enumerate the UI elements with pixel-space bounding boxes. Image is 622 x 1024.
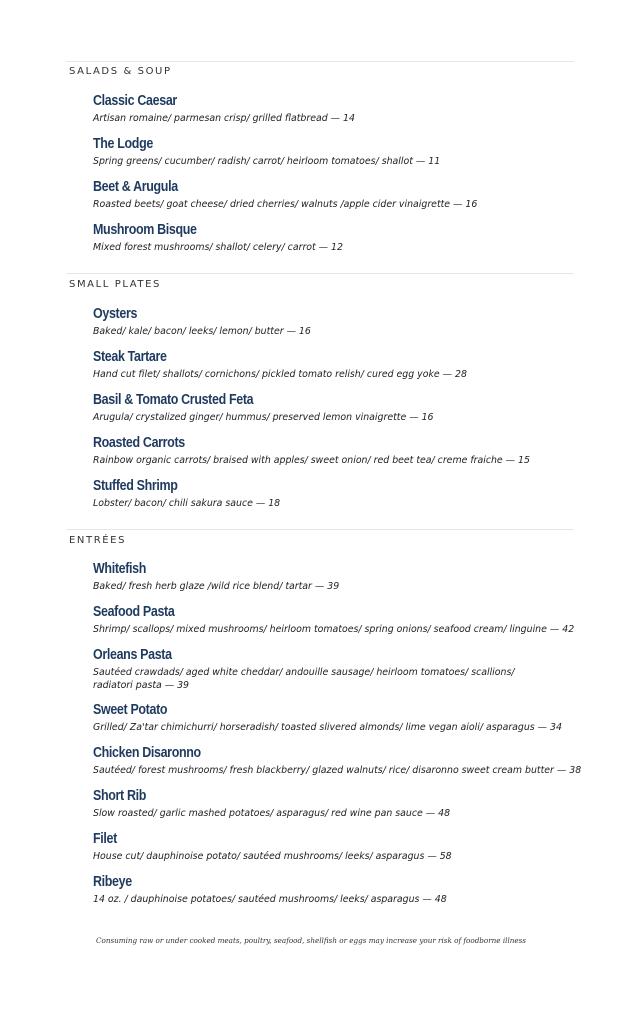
item-description: Roasted beets/ goat cheese/ dried cherries/ walnuts /apple cider vinaigrette — 16 [93, 199, 478, 210]
divider [66, 529, 574, 530]
menu-item [93, 831, 563, 863]
item-description: Artisan romaine/ parmesan crisp/ grilled flatbread — 14 [93, 113, 355, 124]
item-name: Oysters [93, 306, 138, 322]
item-name: Roasted Carrots [93, 435, 185, 451]
menu-item [93, 702, 563, 734]
item-name: Mushroom Bisque [93, 222, 197, 238]
menu-item [93, 136, 563, 168]
item-name: Chicken Disaronno [93, 745, 201, 761]
menu-item [93, 745, 582, 777]
menu-item [93, 647, 563, 692]
item-name: Ribeye [93, 874, 132, 890]
item-description: 14 oz. / dauphinoise potatoes/ sautéed mushrooms/ leeks/ asparagus — 48 [93, 894, 447, 905]
item-description: Shrimp/ scallops/ mixed mushrooms/ heirloom tomatoes/ spring onions/ seafood cream/ linguine — 42 [93, 624, 575, 635]
item-name: Stuffed Shrimp [93, 478, 178, 494]
item-description: Arugula/ crystalized ginger/ hummus/ preserved lemon vinaigrette — 16 [93, 412, 434, 423]
menu-item [93, 604, 575, 636]
item-name: Orleans Pasta [93, 647, 172, 663]
divider [66, 273, 574, 274]
menu-item [93, 93, 563, 125]
item-name: Sweet Potato [93, 702, 168, 718]
menu-item [93, 561, 563, 593]
item-name: Steak Tartare [93, 349, 167, 365]
item-name: Seafood Pasta [93, 604, 175, 620]
item-description: House cut/ dauphinoise potato/ sautéed mushrooms/ leeks/ asparagus — 58 [93, 851, 452, 862]
item-name: Classic Caesar [93, 93, 177, 109]
menu-item [93, 478, 563, 510]
menu-item [93, 179, 563, 211]
section-title: ENTRÉES [69, 535, 127, 546]
item-description: Lobster/ bacon/ chili sakura sauce — 18 [93, 498, 281, 509]
item-name: Basil & Tomato Crusted Feta [93, 392, 254, 408]
menu-item [93, 392, 563, 424]
item-name: Short Rib [93, 788, 147, 804]
item-description: Sautéed crawdads/ aged white cheddar/ andouille sausage/ heirloom tomatoes/ scallions/ radiatori pasta — 39 [93, 667, 515, 691]
item-name: Filet [93, 831, 117, 847]
item-description: Baked/ kale/ bacon/ leeks/ lemon/ butter — 16 [93, 326, 311, 337]
menu-item [93, 222, 563, 254]
item-description: Rainbow organic carrots/ braised with apples/ sweet onion/ red beet tea/ creme fraiche — 15 [93, 455, 530, 466]
item-description: Hand cut filet/ shallots/ cornichons/ pickled tomato relish/ cured egg yoke — 28 [93, 369, 467, 380]
item-description: Sautéed/ forest mushrooms/ fresh blackberry/ glazed walnuts/ rice/ disaronno sweet cream butter — 38 [93, 765, 582, 776]
item-name: Beet & Arugula [93, 179, 178, 195]
divider [66, 61, 574, 62]
menu-item [93, 306, 563, 338]
item-name: The Lodge [93, 136, 153, 152]
menu-item [93, 874, 563, 906]
item-description: Grilled/ Za'tar chimichurri/ horseradish/ toasted slivered almonds/ lime vegan aioli/ asparagus — 34 [93, 722, 562, 733]
foodborne-illness-disclaimer: Consuming raw or under cooked meats, poultry, seafood, shellfish or eggs may increase your risk of foodborne illness [96, 936, 526, 945]
item-name: Whitefish [93, 561, 147, 577]
item-description: Mixed forest mushrooms/ shallot/ celery/ carrot — 12 [93, 242, 343, 253]
item-description: Slow roasted/ garlic mashed potatoes/ asparagus/ red wine pan sauce — 48 [93, 808, 451, 819]
item-description: Baked/ fresh herb glaze /wild rice blend/ tartar — 39 [93, 581, 340, 592]
section-title: SALADS & SOUP [69, 66, 172, 77]
menu-item [93, 788, 563, 820]
menu-item [93, 349, 563, 381]
section-title: SMALL PLATES [69, 279, 162, 290]
menu-item [93, 435, 563, 467]
item-description: Spring greens/ cucumber/ radish/ carrot/ heirloom tomatoes/ shallot — 11 [93, 156, 441, 167]
